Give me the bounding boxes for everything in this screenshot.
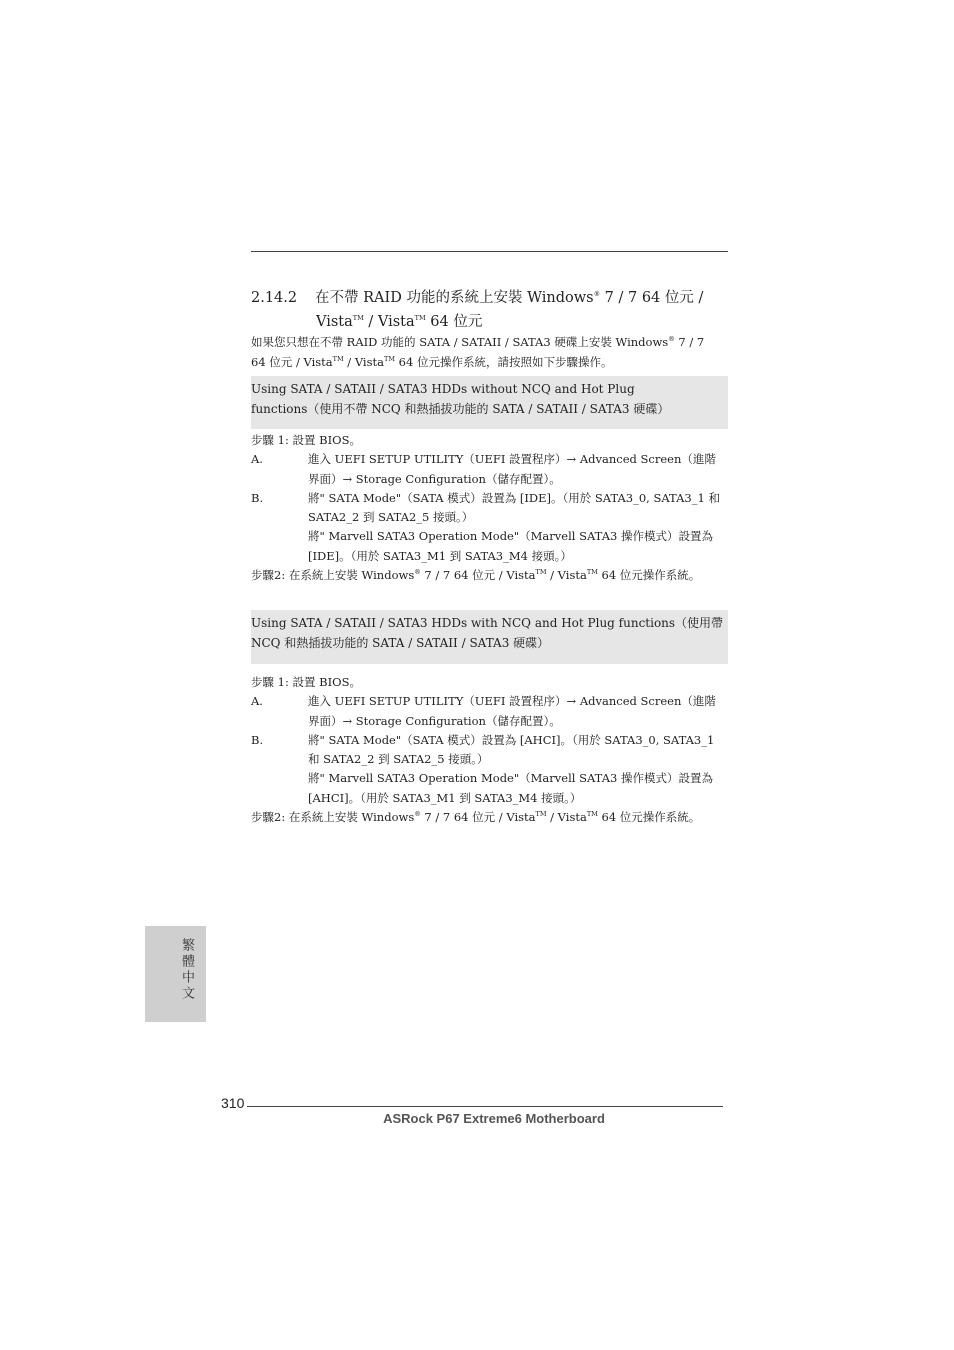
step-text: 64 位元操作系統。: [597, 568, 701, 583]
step-b-cont: [251, 527, 731, 546]
step-1-label: 步驟 1: 設置 BIOS。: [251, 675, 361, 689]
step-2-label: [251, 566, 731, 585]
step-text: 將" Marvell SATA3 Operation Mode"（Marvell SATA3 操作模式）設置為: [308, 529, 713, 544]
step-marker: A.: [251, 452, 263, 467]
instructions-with-ncq: [251, 673, 731, 827]
heading-bits: 64 位元: [425, 314, 483, 330]
step-b: [251, 489, 731, 508]
step-b: [251, 731, 731, 750]
indent: [251, 547, 308, 566]
language-label: 繁體中文: [179, 938, 194, 1002]
step-text: 和 SATA2_2 到 SATA2_5 接頭。）: [308, 752, 489, 767]
intro-text: / Vista: [343, 355, 384, 369]
heading-vista: Vista: [316, 314, 353, 330]
step-text: SATA2_2 到 SATA2_5 接頭。）: [308, 510, 474, 525]
registered-mark: ®: [414, 568, 421, 577]
note-box-with-ncq: [251, 610, 728, 664]
box-line: Using SATA / SATAII / SATA3 HDDs without NCQ and Hot Plug: [251, 382, 635, 396]
registered-mark: ®: [593, 290, 601, 299]
step-a: [251, 450, 731, 469]
step-b-cont: [251, 769, 731, 788]
step-text: 步驟2: 在系統上安裝 Windows: [251, 810, 415, 825]
registered-mark: ®: [414, 810, 421, 819]
indent: [251, 789, 308, 808]
box-line: Using SATA / SATAII / SATA3 HDDs with NCQ and Hot Plug functions（使用帶: [251, 616, 724, 630]
step-2-label: [251, 808, 731, 827]
indent: [251, 527, 308, 546]
trademark-mark: TM: [535, 810, 547, 819]
trademark-mark: TM: [352, 314, 364, 323]
registered-mark: ®: [668, 335, 675, 344]
indent: [251, 470, 308, 489]
step-a: [251, 692, 731, 711]
intro-text: 64 位元 / Vista: [251, 355, 333, 369]
step-text: 進入 UEFI SETUP UTILITY（UEFI 設置程序）→ Advanced Screen（進階: [308, 452, 716, 467]
step-marker: A.: [251, 694, 263, 709]
step-text: 將" SATA Mode"（SATA 模式）設置為 [AHCI]。（用於 SATA3_0, SATA3_1: [308, 732, 715, 747]
step-text: [IDE]。（用於 SATA3_M1 到 SATA3_M4 接頭。）: [308, 548, 572, 563]
step-text: 將" Marvell SATA3 Operation Mode"（Marvell SATA3 操作模式）設置為: [308, 771, 713, 786]
heading-line-2: [251, 310, 731, 334]
step-a-cont: [251, 470, 731, 489]
trademark-mark: TM: [414, 314, 426, 323]
step-a-cont: [251, 712, 731, 731]
box-line: NCQ 和熱插拔功能的 SATA / SATAII / SATA3 硬碟）: [251, 636, 550, 650]
instructions-without-ncq: [251, 431, 731, 585]
intro-line-2: [251, 352, 729, 372]
intro-paragraph: [251, 332, 729, 372]
heading-line-1: [251, 286, 731, 310]
step-text: 界面）→ Storage Configuration（儲存配置）。: [308, 471, 561, 486]
step-b-cont: [251, 547, 731, 566]
language-side-tab: [145, 926, 206, 1022]
page-number: 310: [221, 1095, 245, 1111]
indent: [251, 712, 308, 731]
trademark-mark: TM: [384, 355, 395, 364]
heading-text: 在不帶 RAID 功能的系統上安裝 Windows: [315, 290, 594, 306]
step-1-label: 步驟 1: 設置 BIOS。: [251, 433, 361, 447]
indent: [251, 750, 308, 769]
step-text: 將" SATA Mode"（SATA 模式）設置為 [IDE]。（用於 SATA3_0, SATA3_1 和: [308, 490, 720, 505]
step-text: 界面）→ Storage Configuration（儲存配置）。: [308, 713, 561, 728]
section-heading: [251, 286, 731, 334]
step-marker: B.: [251, 732, 264, 747]
indent: [251, 508, 308, 527]
box-line: functions（使用不帶 NCQ 和熱插拔功能的 SATA / SATAII / SATA3 硬碟）: [251, 402, 670, 416]
section-number: 2.14.2: [251, 290, 298, 306]
trademark-mark: TM: [586, 810, 598, 819]
intro-text: 64 位元操作系統，請按照如下步驟操作。: [395, 355, 613, 369]
step-text: / Vista: [546, 810, 587, 825]
step-marker: B.: [251, 490, 264, 505]
intro-line-1: [251, 332, 729, 352]
indent: [251, 769, 308, 788]
note-box-without-ncq: [251, 376, 728, 429]
step-text: 進入 UEFI SETUP UTILITY（UEFI 設置程序）→ Advanced Screen（進階: [308, 694, 716, 709]
intro-text: 7 / 7: [674, 335, 705, 349]
heading-vista-2: / Vista: [363, 314, 415, 330]
step-text: 步驟2: 在系統上安裝 Windows: [251, 568, 415, 583]
step-text: 7 / 7 64 位元 / Vista: [420, 568, 536, 583]
step-b-cont: [251, 750, 731, 769]
step-b-cont: [251, 508, 731, 527]
heading-text-tail: 7 / 7 64 位元 /: [600, 290, 704, 306]
trademark-mark: TM: [332, 355, 344, 364]
bottom-rule: [247, 1106, 723, 1107]
step-text: 64 位元操作系統。: [597, 810, 701, 825]
intro-text: 如果您只想在不帶 RAID 功能的 SATA / SATAII / SATA3 硬碟上安裝 Windows: [251, 335, 669, 349]
trademark-mark: TM: [586, 568, 598, 577]
step-b-cont: [251, 789, 731, 808]
footer-product-name: ASRock P67 Extreme6 Motherboard: [383, 1111, 605, 1126]
step-text: [AHCI]。（用於 SATA3_M1 到 SATA3_M4 接頭。）: [308, 790, 582, 805]
top-rule: [251, 251, 728, 252]
step-text: 7 / 7 64 位元 / Vista: [420, 810, 536, 825]
step-text: / Vista: [546, 568, 587, 583]
trademark-mark: TM: [535, 568, 547, 577]
